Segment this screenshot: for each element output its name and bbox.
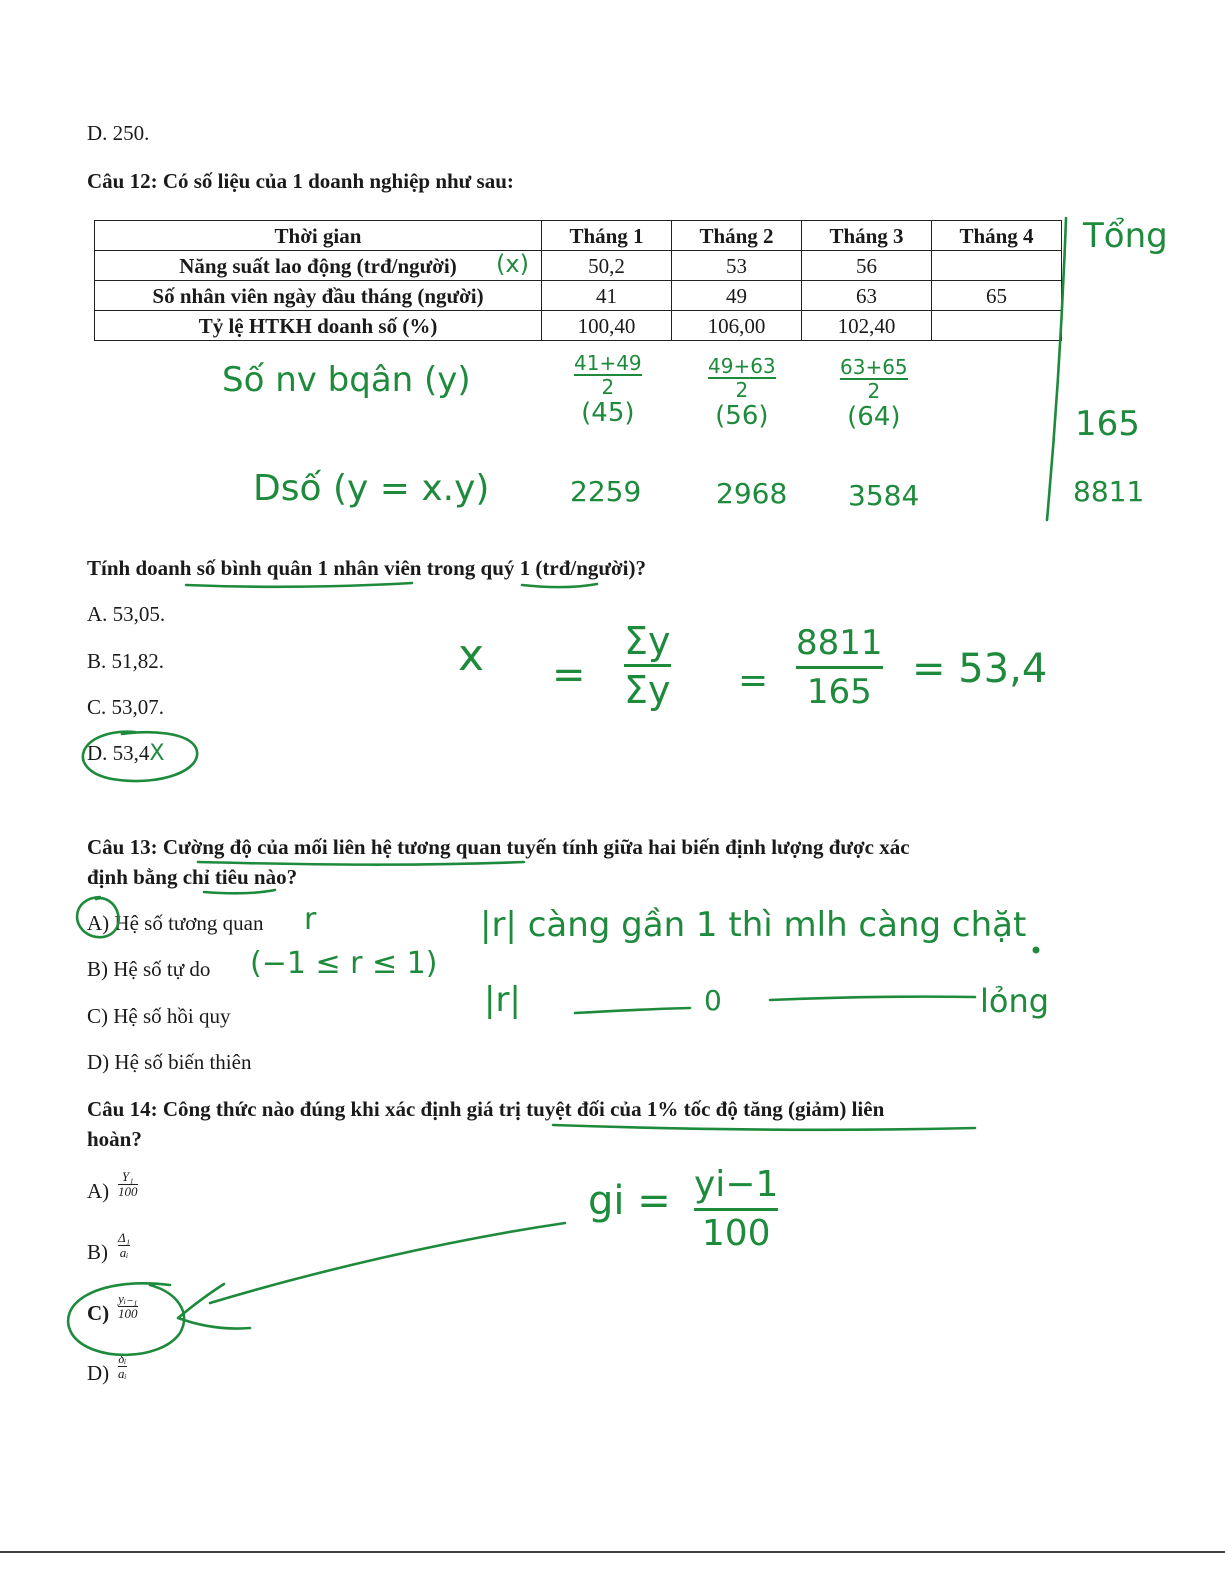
q14-option-c xyxy=(87,1300,109,1326)
table-row xyxy=(95,311,1062,341)
option-d-text: D. 53,4 xyxy=(87,741,150,765)
denominator: aᵢ xyxy=(119,1245,129,1260)
hw-den: 2 xyxy=(574,374,642,398)
header-cell: Thời gian xyxy=(95,221,542,251)
ink-dash-1 xyxy=(575,1008,690,1013)
hw-avg-total: 165 xyxy=(1075,404,1140,444)
q13-option-d: D) Hệ số biến thiên xyxy=(87,1050,252,1074)
ink-underline-avg xyxy=(186,583,412,587)
hw-gi-frac xyxy=(694,1162,778,1257)
header-cell: Tháng 2 xyxy=(672,221,802,251)
option-label: D) xyxy=(87,1361,110,1385)
hw-formula-result: = 53,4 xyxy=(912,646,1048,692)
numerator: Y₁ xyxy=(121,1169,134,1184)
q14-option-b xyxy=(87,1239,108,1265)
option-label: A) xyxy=(87,1179,110,1203)
q14-option-d-fraction xyxy=(118,1352,127,1381)
hw-avg-frac-2 xyxy=(708,355,776,431)
table-cell: 41 xyxy=(542,281,672,311)
q13-title-line2: định bằng chỉ tiêu nào? xyxy=(87,865,298,889)
table-cell: 63 xyxy=(802,281,932,311)
hw-val: (56) xyxy=(715,401,769,431)
hw-den: 2 xyxy=(708,377,776,401)
table-row xyxy=(95,281,1062,311)
q12-option-d xyxy=(87,740,165,767)
q14-option-c-fraction xyxy=(118,1292,138,1321)
q14-option-d xyxy=(87,1360,109,1386)
numerator: δᵢ xyxy=(118,1351,127,1366)
ink-dash-2 xyxy=(770,997,975,1000)
option-label: C) xyxy=(87,1301,110,1325)
q13-title-line1: Câu 13: Cường độ của mối liên hệ tương quan tuyến tính giữa hai biến định lượng được xác xyxy=(87,835,910,859)
q13-option-a: A) Hệ số tương quan xyxy=(87,911,264,935)
denominator: aᵢ xyxy=(118,1366,127,1381)
hw-r-mark: r xyxy=(304,902,317,937)
q14-title-line1: Câu 14: Công thức nào đúng khi xác định giá trị tuyệt đối của 1% tốc độ tăng (giảm) liên xyxy=(87,1097,885,1121)
ink-underline-q13-b xyxy=(204,890,275,893)
hw-val: (64) xyxy=(847,402,901,432)
hw-den: Σy xyxy=(624,664,671,713)
hw-num: 49+63 xyxy=(708,354,776,378)
row-label: Tỷ lệ HTKH doanh số (%) xyxy=(95,311,542,341)
hw-num: Σy xyxy=(624,619,671,663)
numerator: Δ₁ xyxy=(118,1230,131,1245)
q12-option-a: A. 53,05. xyxy=(87,602,166,626)
table-cell: 50,2 xyxy=(542,251,672,281)
numerator: yᵢ₋₁ xyxy=(118,1291,138,1306)
ink-arrow xyxy=(210,1223,565,1303)
hw-eq-2: = xyxy=(738,660,769,701)
hw-avg-frac-3 xyxy=(840,356,908,432)
q13-option-b: B) Hệ số tự do xyxy=(87,957,211,981)
hw-rev-label: Dsố (y = x.y) xyxy=(253,468,490,509)
hw-val: (45) xyxy=(581,398,635,428)
header-cell: Tháng 3 xyxy=(802,221,932,251)
header-cell: Tháng 4 xyxy=(932,221,1062,251)
strike-mark: X xyxy=(149,741,165,766)
hw-rev-total: 8811 xyxy=(1073,475,1145,508)
q14-option-a-fraction xyxy=(118,1170,138,1199)
row-label: Số nhân viên ngày đầu tháng (người) xyxy=(95,281,542,311)
hw-num: 8811 xyxy=(796,623,883,663)
q12-title: Câu 12: Có số liệu của 1 doanh nghiệp như sau: xyxy=(87,169,514,193)
hw-num: 63+65 xyxy=(840,355,908,379)
q13-option-c: C) Hệ số hồi quy xyxy=(87,1004,231,1028)
table-cell: 102,40 xyxy=(802,311,932,341)
denominator: 100 xyxy=(118,1306,138,1321)
hw-gi-lhs: gi = xyxy=(588,1178,671,1224)
header-cell: Tháng 1 xyxy=(542,221,672,251)
ink-dot xyxy=(1034,948,1038,952)
hw-eq-1: = xyxy=(552,652,586,698)
ink-underline-q14 xyxy=(553,1125,975,1130)
option-label: B) xyxy=(87,1240,108,1264)
hw-den: 100 xyxy=(694,1208,778,1257)
hw-note-2-left: |r| xyxy=(484,980,521,1020)
hw-formula-frac-1 xyxy=(624,618,671,713)
hw-note-1: |r| càng gần 1 thì mlh càng chặt xyxy=(480,905,1027,945)
hw-rev-1: 2259 xyxy=(570,475,642,508)
hw-num: yi−1 xyxy=(694,1164,779,1205)
table-cell xyxy=(932,251,1062,281)
hw-tong: Tổng xyxy=(1083,216,1168,256)
table-cell: 65 xyxy=(932,281,1062,311)
prev-option-d: D. 250. xyxy=(87,121,150,145)
table-cell: 53 xyxy=(672,251,802,281)
hw-note-2-zero: 0 xyxy=(704,984,722,1017)
table-cell: 106,00 xyxy=(672,311,802,341)
hw-formula-lhs: x xyxy=(458,630,485,681)
ink-underline-quarter xyxy=(522,584,597,587)
table-cell: 100,40 xyxy=(542,311,672,341)
denominator: 100 xyxy=(118,1184,138,1199)
hw-r-range: (−1 ≤ r ≤ 1) xyxy=(250,946,438,981)
footer-line xyxy=(0,1551,1225,1553)
hw-note-2-right: lỏng xyxy=(980,982,1050,1020)
table-cell: 49 xyxy=(672,281,802,311)
q14-option-b-fraction xyxy=(118,1231,130,1260)
hw-x-mark: (x) xyxy=(496,250,529,278)
q12-option-b: B. 51,82. xyxy=(87,649,165,673)
table-header-row xyxy=(95,221,1062,251)
q14-option-a xyxy=(87,1178,109,1204)
table-cell: 56 xyxy=(802,251,932,281)
table-cell xyxy=(932,311,1062,341)
q12-table xyxy=(94,220,1062,341)
hw-rev-2: 2968 xyxy=(716,477,788,510)
hw-formula-frac-2 xyxy=(796,620,883,715)
q12-option-c: C. 53,07. xyxy=(87,695,165,719)
table-row xyxy=(95,251,1062,281)
q14-title-line2: hoàn? xyxy=(87,1127,142,1151)
hw-avg-frac-1 xyxy=(574,352,642,428)
hw-avg-label: Số nv bqân (y) xyxy=(222,360,471,400)
hw-rev-3: 3584 xyxy=(848,479,920,512)
row-label: Năng suất lao động (trđ/người) xyxy=(95,251,542,281)
q12-question: Tính doanh số bình quân 1 nhân viên trong quý 1 (trđ/người)? xyxy=(87,556,646,580)
hw-num: 41+49 xyxy=(574,351,642,375)
hw-den: 2 xyxy=(840,378,908,402)
ink-arrowhead xyxy=(178,1284,250,1329)
hw-den: 165 xyxy=(796,666,883,715)
